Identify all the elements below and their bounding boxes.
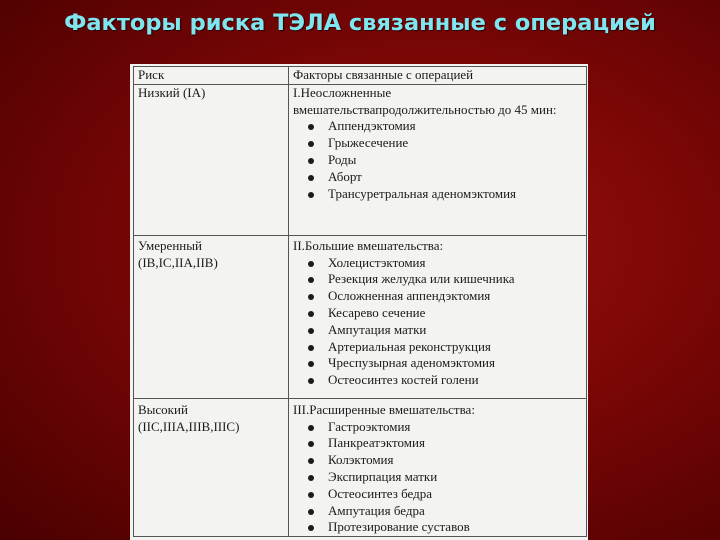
list-item: Кесарево сечение (308, 305, 584, 322)
slide-title: Факторы риска ТЭЛА связанные с операцией (64, 10, 656, 36)
list-item: Остеосинтез костей голени (308, 372, 584, 389)
bullet-icon (308, 261, 314, 267)
list-item: Грыжесечение (308, 135, 584, 152)
list-item: Аборт (308, 169, 584, 186)
factor-list (293, 255, 584, 389)
factor-list (293, 419, 584, 537)
risk-cell (134, 398, 289, 536)
list-item: Резекция желудка или кишечника (308, 271, 584, 288)
list-item: Чреспузырная аденомэктомия (308, 355, 584, 372)
category-heading: III.Расширенные вмешательства: (293, 401, 475, 417)
list-item: Роды (308, 152, 584, 169)
header-factors: Факторы связанные с операцией (289, 67, 587, 85)
risk-level: Низкий (IA) (138, 84, 206, 100)
list-item: Протезирование суставов (308, 519, 584, 536)
table-row (134, 84, 587, 235)
factors-cell (289, 235, 587, 398)
table-row (134, 398, 587, 536)
list-item: Ампутация бедра (308, 503, 584, 520)
list-item: Трансуретральная аденомэктомия (308, 186, 584, 203)
category-heading: II.Большие вмешательства: (293, 237, 444, 253)
bullet-icon (308, 525, 314, 531)
category-heading: I.Неосложненные вмешательствапродолжительностью до 45 мин: (293, 84, 557, 117)
list-item: Аппендэктомия (308, 118, 584, 135)
factors-cell (289, 84, 587, 235)
risk-cell (134, 84, 289, 235)
risk-table (133, 66, 587, 537)
list-item: Холецистэктомия (308, 255, 584, 272)
bullet-icon (308, 458, 314, 464)
list-item: Ампутация матки (308, 322, 584, 339)
bullet-icon (308, 475, 314, 481)
bullet-icon (308, 124, 314, 130)
list-item: Колэктомия (308, 452, 584, 469)
bullet-icon (308, 141, 314, 147)
risk-class: (IB,IC,IIA,IIB) (138, 254, 218, 270)
bullet-icon (308, 328, 314, 334)
list-item: Панкреатэктомия (308, 435, 584, 452)
bullet-icon (308, 192, 314, 198)
list-item: Остеосинтез бедра (308, 486, 584, 503)
risk-level: Умеренный (138, 237, 202, 253)
table-header-row (134, 67, 587, 85)
bullet-icon (308, 378, 314, 384)
list-item: Экспирпация матки (308, 469, 584, 486)
factor-list (293, 118, 584, 202)
bullet-icon (308, 361, 314, 367)
list-item: Осложненная аппендэктомия (308, 288, 584, 305)
bullet-icon (308, 277, 314, 283)
bullet-icon (308, 345, 314, 351)
bullet-icon (308, 175, 314, 181)
risk-class: (IIC,IIIA,IIIB,IIIC) (138, 418, 240, 434)
bullet-icon (308, 441, 314, 447)
risk-cell (134, 235, 289, 398)
risk-table-image (130, 64, 588, 540)
table-row (134, 235, 587, 398)
bullet-icon (308, 158, 314, 164)
bullet-icon (308, 492, 314, 498)
list-item: Артериальная реконструкция (308, 339, 584, 356)
list-item: Гастроэктомия (308, 419, 584, 436)
bullet-icon (308, 311, 314, 317)
bullet-icon (308, 294, 314, 300)
risk-level: Высокий (138, 401, 188, 417)
bullet-icon (308, 509, 314, 515)
factors-cell (289, 398, 587, 536)
header-risk: Риск (134, 67, 289, 85)
bullet-icon (308, 425, 314, 431)
